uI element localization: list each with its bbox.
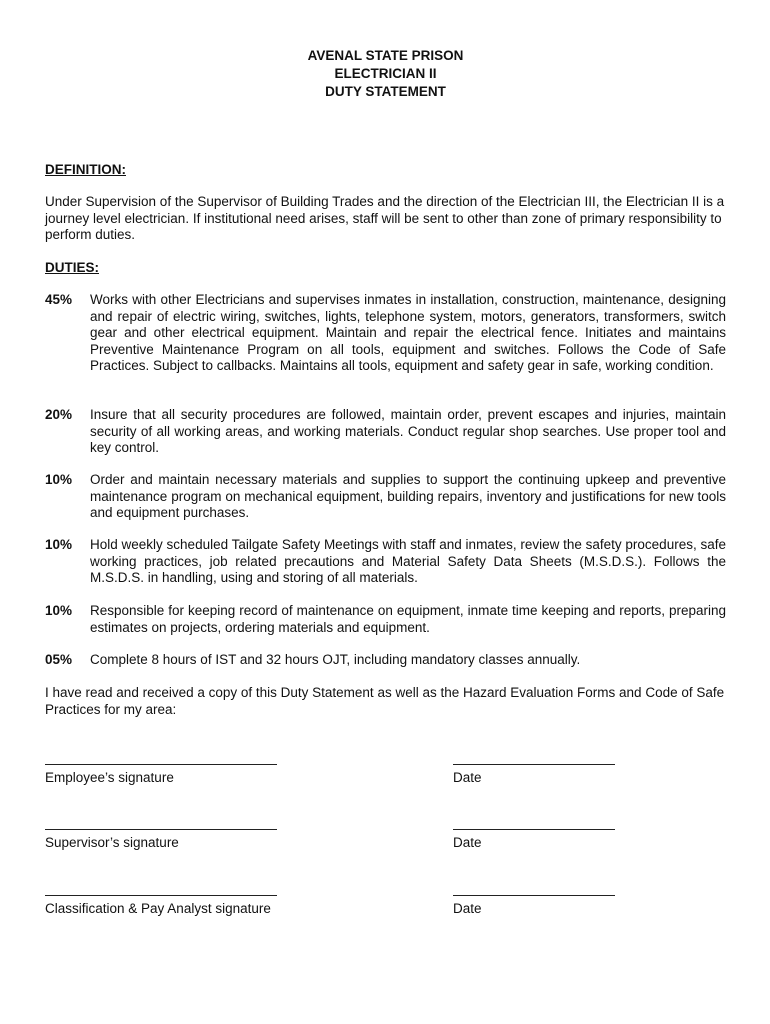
supervisor-signature-field[interactable] — [45, 829, 277, 851]
supervisor-date-field[interactable] — [453, 829, 615, 851]
date-label: Date — [453, 901, 482, 916]
definition-heading: DEFINITION: — [45, 162, 126, 177]
analyst-date-field[interactable] — [453, 895, 615, 917]
duties-heading: DUTIES: — [45, 260, 99, 275]
duty-item — [45, 603, 726, 636]
signature-line — [45, 764, 277, 765]
duty-item — [45, 292, 726, 375]
date-line — [453, 829, 615, 830]
acknowledgement-text: I have read and received a copy of this Duty Statement as well as the Hazard Evaluation Forms and Code of Safe Practices for my area: — [45, 685, 725, 717]
title-line-3: DUTY STATEMENT — [325, 84, 446, 99]
document-title — [45, 47, 726, 101]
date-label: Date — [453, 770, 482, 785]
signature-line — [45, 895, 277, 896]
duty-percent: 20% — [45, 407, 73, 422]
duty-text: Complete 8 hours of IST and 32 hours OJT, including mandatory classes annually. — [90, 652, 581, 667]
employee-date-field[interactable] — [453, 764, 615, 786]
duty-percent: 10% — [45, 603, 73, 618]
duty-text: Insure that all security procedures are followed, maintain order, prevent escapes and injuries, maintain security of all working areas, and working materials. Conduct regular shop searches. Use proper tool and key control. — [90, 407, 726, 456]
signature-line — [45, 829, 277, 830]
duty-item — [45, 652, 726, 669]
duty-percent: 45% — [45, 292, 73, 307]
duty-item — [45, 472, 726, 522]
duty-text: Order and maintain necessary materials and supplies to support the continuing upkeep and preventive maintenance program on mechanical equipment, building repairs, inventory and justifications for new tools and equipment purchases. — [90, 472, 726, 521]
date-label: Date — [453, 835, 482, 850]
employee-signature-field[interactable] — [45, 764, 277, 786]
title-line-2: ELECTRICIAN II — [334, 66, 437, 81]
date-line — [453, 895, 615, 896]
duty-percent: 05% — [45, 652, 73, 667]
title-line-1: AVENAL STATE PRISON — [307, 48, 464, 63]
duty-text: Hold weekly scheduled Tailgate Safety Meetings with staff and inmates, review the safety procedures, safe working practices, job related precautions and Material Safety Data Sheets (M.S.D.S.). Follows the M.S.D.S. in handling, using and storing of all materials. — [90, 537, 726, 586]
signature-label: Employee’s signature — [45, 770, 174, 785]
duty-percent: 10% — [45, 537, 73, 552]
signature-label: Supervisor’s signature — [45, 835, 179, 850]
duty-text: Works with other Electricians and supervises inmates in installation, construction, maintenance, designing and repair of electric wiring, switches, lights, telephone system, motors, generators, transformers, switch gear and other electrical equipment. Maintain and repair the electrical fence. Initiates and maintains Preventive Maintenance Program on all tools, equipment and switches. Follows the Code of Safe Practices. Subject to callbacks. Maintains all tools, equipment and safety gear in safe, working condition. — [90, 292, 726, 374]
definition-text: Under Supervision of the Supervisor of Building Trades and the direction of the Electrician III, the Electrician II is a journey level electrician. If institutional need arises, staff will be sent to other than zone of primary responsibility to perform duties. — [45, 194, 725, 243]
duty-item — [45, 537, 726, 587]
date-line — [453, 764, 615, 765]
duty-text: Responsible for keeping record of maintenance on equipment, inmate time keeping and reports, preparing estimates on projects, ordering materials and equipment. — [90, 603, 726, 635]
signature-label: Classification & Pay Analyst signature — [45, 901, 271, 916]
duty-percent: 10% — [45, 472, 73, 487]
duty-item — [45, 407, 726, 457]
analyst-signature-field[interactable] — [45, 895, 277, 917]
